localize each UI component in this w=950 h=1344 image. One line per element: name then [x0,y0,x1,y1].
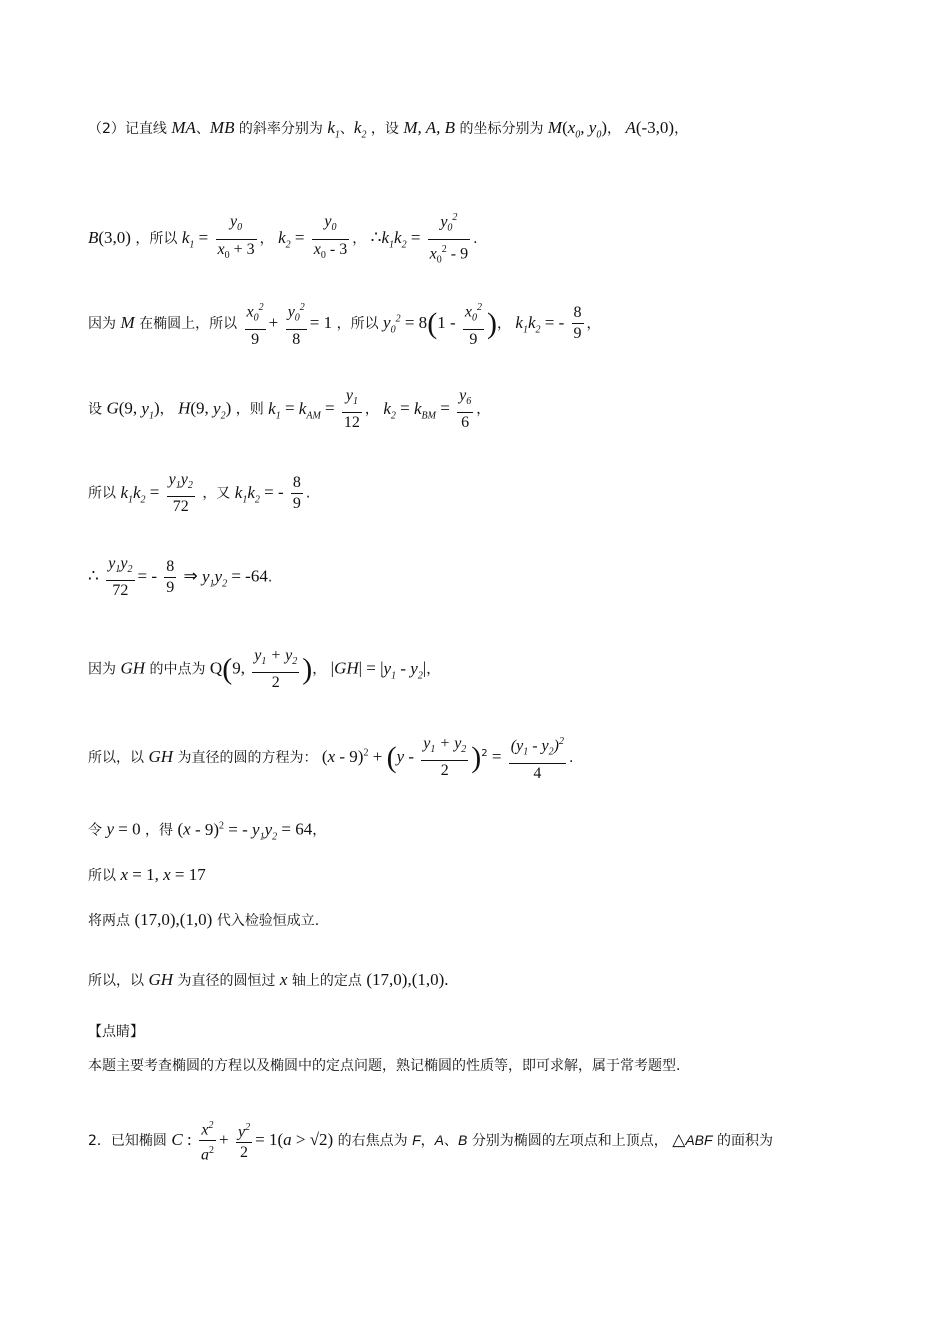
fraction: $\frac{y_0}{x_0 + 3}$ [217,213,255,261]
text: ，所以 [336,315,379,332]
text: ，所以 [135,231,178,248]
line-2: B(3,0) ，所以 $k_1$ = $\frac{y_0}{x_0 + 3}$ ， $k_2$ = $\frac{y_0}{x_0 - 3}$ ， $\therefore k_1k_2$ = $\frac{y_0^2}{x_0^2 - 9}$ . [88,208,890,270]
comment-header [88,1022,890,1042]
text: （2）记直线 [88,121,167,137]
fraction: $\frac{x_0^2}{9}$ [463,298,484,350]
fraction: $\frac{y_1y_2}{72}$ [168,471,193,516]
line-10: 所以 x = 1, x = 17 [88,865,206,884]
fraction: $\frac{x_0^2}{9}$ [245,298,266,350]
fraction: $\frac{x^2}{a^2}$ [199,1116,216,1166]
question-2: 2．已知椭圆 C : $\frac{x^2}{a^2}$ + $\frac{y^2}{2}$ = 1(a > √2) 的右焦点为 F，A、B 分别为椭圆的左项点和上顶点， △ABF 的面积为 [88,1116,890,1166]
line-8: 所以，以 GH 为直径的圆的方程为： (x - 9)$^2$ + (y - $\frac{y_1 + y_2}{2}$ )$^2$ = $\frac{(y_1 - y_2)^2}{4}$ . [88,732,890,784]
comment-header-text: 【点睛】 [88,1024,144,1040]
text: 轴上的定点 [291,973,362,989]
math: M [547,118,563,137]
text: 令 [88,822,102,839]
text: 为直径的圆恒过 [177,973,276,989]
triangle-label: ABF [685,1131,713,1148]
line-6: ∴ $\frac{y_1y_2}{72}$ = - $\frac{8}{9}$ ⇒ $y_1y_2 = -64$. [88,555,273,600]
text: 将两点 [88,913,130,929]
fraction: $\frac{y_0^2}{x_0^2 - 9}$ [428,208,470,270]
text: 因为 [88,661,116,678]
line-12: 所以，以 GH 为直径的圆恒过 x 轴上的定点 (17,0),(1,0). [88,970,449,989]
math: MA [171,118,196,137]
text: 所以 [88,485,116,502]
comment-body-text: 本题主要考查椭圆的方程以及椭圆中的定点问题，熟记椭圆的性质等，即可求解，属于常考题型. [88,1058,681,1074]
text: ，又 [202,485,231,502]
text: ，得 [145,822,174,839]
comment-body [88,1056,890,1076]
fraction: $\frac{y_1}{12}$ [343,387,360,432]
text: 的面积为 [717,1132,774,1149]
line-7: 因为 GH 的中点为 Q(9, $\frac{y_1 + y_2}{2}$ )， $|GH| = |y_1 - y_2|$， [88,647,441,692]
fraction: $\frac{y_0^2}{8}$ [286,298,307,350]
math: $k_2$ [353,118,367,141]
math: MB [209,118,235,137]
fraction: $\frac{y_1y_2}{72}$ [108,555,133,600]
line-11: 将两点 (17,0),(1,0) 代入检验恒成立. [88,910,320,929]
text: 代入检验恒成立. [216,913,320,929]
text: 的斜率分别为 [238,121,323,137]
fraction: $\frac{(y_1 - y_2)^2}{4}$ [509,732,566,784]
text: 分别为椭圆的左项点和上顶点， [471,1132,668,1149]
math: $k_1$ [327,118,340,141]
text: 为直径的圆的方程为： [177,749,318,766]
line-9: 令 y = 0 ，得 (x - 9)$^2$ = - $y_1y_2 = 64$， [88,819,327,843]
text: 所以，以 [88,749,144,766]
line-5: 所以 $k_1k_2$ = $\frac{y_1y_2}{72}$ ，又 $k_1k_2$ = - $\frac{8}{9}$ . [88,471,311,516]
text: 的中点为 [149,661,206,678]
fraction: $\frac{y_1 + y_2}{2}$ [254,647,298,692]
text: 在椭圆上，所以 [139,315,238,332]
math: M, A, B [403,118,455,137]
text: 的右焦点为 [337,1132,408,1149]
text: ，设 [370,121,399,137]
text: ，则 [235,401,264,418]
text: 所以，以 [88,973,144,989]
text: 所以 [88,868,116,884]
text: 因为 [88,315,116,332]
fraction: $\frac{8}{9}$ [292,474,301,513]
fraction: $\frac{y_0}{x_0 - 3}$ [313,213,348,261]
text: 的坐标分别为 [459,121,544,137]
text: 2．已知椭圆 [88,1132,167,1149]
line-3: 因为 M 在椭圆上，所以 $\frac{x_0^2}{9}$ + $\frac{y_0^2}{8}$ = 1 ，所以 $y_0^2 = 8(1$ - $\frac{x_0^2}{9}$ )， $k_1k_2$ = - $\frac{8}{9}$ ， [88,298,890,350]
line-1: （2）记直线 MA、MB 的斜率分别为 $k_1$、$k_2$ ，设 M, A, B 的坐标分别为 $M(x_0$, $y_0$)， A(-3,0)， [88,118,689,141]
fraction: $\frac{y_1 + y_2}{2}$ [423,735,467,780]
text: 设 [88,401,102,418]
line-4: 设 G(9, $y_1$)， H(9, $y_2$) ，则 $k_1 = k_{AM}$ = $\frac{y_1}{12}$ ， $k_2 = k_{BM}$ = $\frac{y_6}{6}$ ， [88,387,491,432]
fraction: $\frac{8}{9}$ [166,558,175,597]
fraction: $\frac{y_6}{6}$ [459,387,472,432]
fraction: $\frac{y^2}{2}$ [236,1118,252,1163]
fraction: $\frac{8}{9}$ [573,304,582,343]
